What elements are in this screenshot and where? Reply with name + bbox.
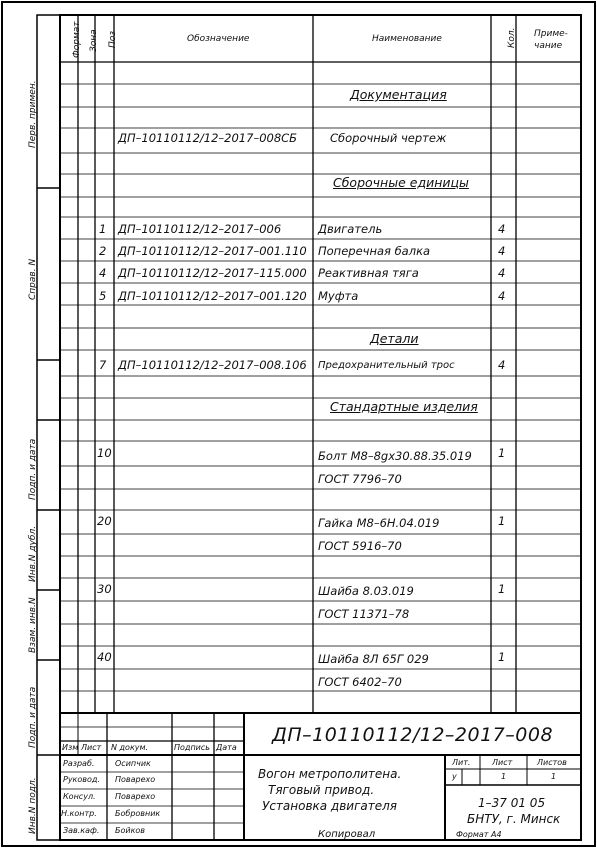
stamp-person: Поварехо bbox=[115, 792, 156, 801]
stamp-role: Консул. bbox=[63, 792, 96, 801]
row-pos: 20 bbox=[97, 514, 112, 528]
row-qty: 4 bbox=[498, 358, 506, 372]
stamp-col-data: Дата bbox=[216, 743, 237, 752]
row-designation: ДП–10110112/12–2017–006 bbox=[118, 222, 282, 236]
header-pos: Поз bbox=[108, 30, 118, 48]
row-name-gost: ГОСТ 6402–70 bbox=[318, 675, 402, 689]
section-assembly-units: Сборочные единицы bbox=[333, 175, 469, 190]
row-name: Шайба 8.03.019 bbox=[318, 584, 414, 598]
section-details: Детали bbox=[370, 331, 419, 346]
format-label: Формат А4 bbox=[456, 830, 502, 839]
stamp-person: Бобровник bbox=[115, 809, 161, 818]
stamp-col-izm: Изм bbox=[62, 743, 79, 752]
row-sb-designation: ДП–10110112/12–2017–008СБ bbox=[118, 131, 298, 145]
title-line-2: Тяговый привод. bbox=[268, 783, 375, 797]
title-line-3: Установка двигателя bbox=[262, 799, 398, 813]
row-designation: ДП–10110112/12–2017–001.120 bbox=[118, 289, 307, 303]
header-format: Формат bbox=[72, 21, 82, 58]
stamp-col-list: Лист bbox=[81, 743, 102, 752]
row-qty: 1 bbox=[498, 514, 506, 528]
side-label-podp-data-2: Подп. и дата bbox=[28, 686, 38, 748]
side-label-podp-data: Подп. и дата bbox=[28, 438, 38, 500]
stamp-role: Руковод. bbox=[63, 775, 100, 784]
listov-label: Листов bbox=[537, 758, 567, 767]
row-name-gost: ГОСТ 11371–78 bbox=[318, 607, 410, 621]
lit-value: у bbox=[452, 772, 457, 781]
side-label-sprav-n: Справ. N bbox=[28, 258, 38, 300]
row-qty: 4 bbox=[498, 266, 506, 280]
listov-value: 1 bbox=[551, 772, 557, 781]
row-name-gost: ГОСТ 7796–70 bbox=[318, 472, 402, 486]
row-pos: 4 bbox=[99, 266, 107, 280]
row-designation: ДП–10110112/12–2017–001.110 bbox=[118, 244, 307, 258]
header-note-1: Приме- bbox=[534, 29, 568, 39]
stamp-role: Разраб. bbox=[63, 759, 95, 768]
stamp-role: Зав.каф. bbox=[63, 826, 100, 835]
row-sb-name: Сборочный чертеж bbox=[330, 131, 447, 145]
row-name: Предохранительный трос bbox=[318, 360, 455, 371]
header-qty: Кол. bbox=[507, 27, 517, 48]
row-pos: 7 bbox=[99, 358, 107, 372]
side-label-inv-podl: Инв.N подл. bbox=[28, 777, 38, 834]
stamp-person: Бойков bbox=[115, 826, 146, 835]
row-name: Шайба 8Л 65Г 029 bbox=[318, 652, 429, 666]
copied-label: Копировал bbox=[318, 829, 376, 840]
side-label-perv-primen: Перв. примен. bbox=[28, 80, 38, 148]
stamp-role: Н.контр. bbox=[61, 809, 97, 818]
row-pos: 10 bbox=[97, 446, 112, 460]
row-name: Двигатель bbox=[318, 222, 383, 236]
row-qty: 4 bbox=[498, 222, 506, 236]
row-qty: 4 bbox=[498, 289, 506, 303]
side-label-inv-dubl: Инв.N дубл. bbox=[28, 525, 38, 582]
stamp-col-podpis: Подпись bbox=[174, 743, 210, 752]
header-note-2: чание bbox=[534, 41, 563, 51]
row-name: Поперечная балка bbox=[318, 244, 431, 258]
header-designation: Обозначение bbox=[187, 34, 250, 44]
side-label-vzam-inv: Взам. инв.N bbox=[28, 597, 38, 653]
header-zone: Зона bbox=[89, 29, 99, 52]
stamp-person: Осипчик bbox=[115, 759, 151, 768]
list-label: Лист bbox=[492, 758, 513, 767]
row-name: Реактивная тяга bbox=[318, 266, 419, 280]
row-name: Гайка М8–6Н.04.019 bbox=[318, 516, 440, 530]
lit-label: Лит. bbox=[452, 758, 471, 767]
doc-code: ДП–10110112/12–2017–008 bbox=[272, 724, 554, 746]
section-standard: Стандартные изделия bbox=[330, 399, 478, 414]
org-name: БНТУ, г. Минск bbox=[467, 812, 561, 826]
row-name: Болт М8–8gх30.88.35.019 bbox=[318, 449, 472, 463]
list-value: 1 bbox=[501, 772, 507, 781]
row-pos: 2 bbox=[99, 244, 107, 258]
title-line-1: Вогон метрополитена. bbox=[258, 767, 402, 781]
stamp-person: Поварехо bbox=[115, 775, 156, 784]
row-name: Муфта bbox=[318, 289, 359, 303]
row-qty: 1 bbox=[498, 446, 506, 460]
row-pos: 5 bbox=[99, 289, 107, 303]
row-designation: ДП–10110112/12–2017–008.106 bbox=[118, 358, 307, 372]
row-pos: 1 bbox=[99, 222, 107, 236]
section-documentation: Документация bbox=[350, 87, 447, 102]
row-pos: 30 bbox=[97, 582, 112, 596]
header-name: Наименование bbox=[372, 34, 442, 44]
row-qty: 1 bbox=[498, 582, 506, 596]
row-designation: ДП–10110112/12–2017–115.000 bbox=[118, 266, 307, 280]
row-qty: 1 bbox=[498, 650, 506, 664]
row-qty: 4 bbox=[498, 244, 506, 258]
org-code: 1–37 01 05 bbox=[478, 796, 546, 810]
stamp-col-ndokum: N докум. bbox=[111, 743, 149, 752]
row-name-gost: ГОСТ 5916–70 bbox=[318, 539, 402, 553]
row-pos: 40 bbox=[97, 650, 112, 664]
